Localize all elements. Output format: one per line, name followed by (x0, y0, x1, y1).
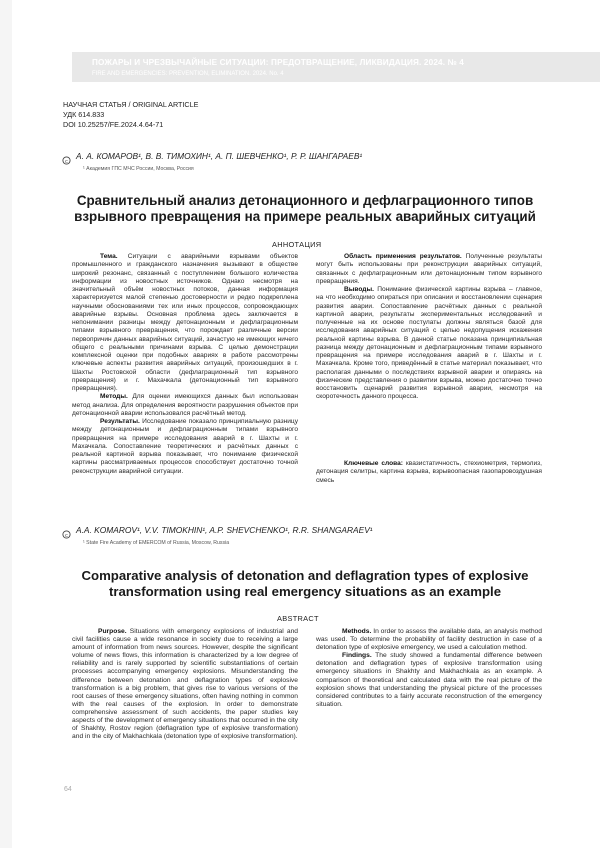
keywords-label: Ключевые слова: (344, 460, 403, 467)
article-type: НАУЧНАЯ СТАТЬЯ / ORIGINAL ARTICLE (63, 100, 199, 109)
abstract-en-left-column (72, 628, 298, 741)
keywords-paragraph (316, 460, 542, 485)
abstract-ru-right-column (316, 253, 542, 402)
methods-en-paragraph (316, 628, 542, 652)
scope-text: Полученные результаты могут быть использованы при реконструкции аварийных ситуаций, связанных с дефлаграционным или детонационным типом взрывного превращения. (316, 253, 542, 285)
purpose-text: Situations with emergency explosions of industrial and civil facilities cause a wide resonance in society due to receiving a large amount of information from news sources. However, despite the significant volume of news flows, this information is characterized by a low degree of reliability and is rarely supported by scientific substantiations of certain processes accompanying emergency explosions. Misunderstanding the difference between detonation and deflagration types of explosive transformation is a big problem, that gives rise to various versions of the root causes of these emergency situations, often having nothing in common with the real causes of the explosion. In order to demonstrate comprehensive assessment of such accidents, the paper studies key aspects of the development of emergency situations that occurred in the city of Shakhty, Rostov region (deflagration type of explosive transformation) and in the city of Makhachkala (detonation type of explosive transformation). (72, 628, 299, 741)
methods-ru-paragraph (72, 393, 298, 418)
article-title-ru (70, 193, 540, 225)
methods-en-text: In order to assess the available data, an analysis method was used. To determine the probability of facility destruction in case of a detonation type of explosive emergency, we used a calculation method. (316, 628, 542, 652)
methods-ru-text: Для оценки имеющихся данных был использован метод анализа. Для определения вероятности разрушения объектов при детонационной аварии использовался расчётный метод. (72, 393, 298, 417)
theme-paragraph (72, 253, 298, 393)
title-en-line-1: Comparative analysis of detonation and deflagration types of explosive (81, 568, 529, 583)
journal-title-ru: ПОЖАРЫ И ЧРЕЗВЫЧАЙНЫЕ СИТУАЦИИ: ПРЕДОТВРАЩЕНИЕ, ЛИКВИДАЦИЯ. 2024. № 4 (92, 58, 464, 67)
purpose-label: Purpose. (98, 628, 127, 635)
scope-label: Область применения результатов. (344, 253, 462, 260)
theme-text: Ситуации с аварийными взрывами объектов промышленного и гражданского назначения вызывают в обществе широкий резонанс, связанный с поступлением большого количества информации из новостных источников. Однако несмотря на значительный объём новостных потоков, данная информация характеризуется малой степенью достоверности и редко подкреплена научными обоснованиями тех или иных процессов, сопровождающих аварийные взрывы. Основная проблема здесь заключается в непонимании разницы между детонационным и дефлаграционным типами взрывного превращения, что порождает различные версии первопричин данных аварийных ситуаций, зачастую не имеющих ничего общего с реальными причинами взрыва. С целью демонстрации комплексной оценки при подобных авариях в работе рассмотрены ключевые аспекты развития аварийных ситуаций, произошедших в г. Шахты Ростовской области (дефлаграционный тип взрывного превращения) и г. Махачкала (детонационный тип взрывного превращения). (72, 253, 298, 392)
open-access-icon (62, 152, 71, 170)
journal-title-en: FIRE AND EMERGENCIES: PREVENTION, ELIMINATION. 2024. No. 4 (92, 71, 284, 77)
title-en-line-2: transformation using real emergency situations as an example (108, 584, 502, 599)
abstract-ru-left-column (72, 253, 298, 476)
abstract-en-right-column (316, 628, 542, 709)
abstract-heading-ru: АННОТАЦИЯ (272, 240, 322, 249)
page-number: 64 (64, 786, 72, 793)
conclusions-text: Понимание физической картины взрыва – главное, на что необходимо опираться при описании и восстановлении сценария развития аварии. Сопоставление расчётных данных с реальной картиной аварии, результаты экспериментальных исследований и полученные на их основе постулаты должны являться базой для исследования аварийных ситуаций с целью недопущения искажения реальной картины взрыва. В данной статье показана принципиальная разница между детонационным и дефлаграционным типами взрывного превращения на примере исследования аварий в г. Шахты и г. Махачкала. Кроме того, приведённый в статье материал показывает, что располагая данными о последствиях взрывной аварии и опираясь на физические представления о развитии взрыва, можно достаточно точно восстановить сценарий развития взрывной аварии, несмотря на скоротечность данного процесса. (316, 286, 542, 401)
results-paragraph (72, 418, 298, 476)
page-margin-bar (0, 0, 12, 848)
affiliation-en: ¹ State Fire Academy of EMERCOM of Russia, Moscow, Russia (83, 540, 230, 546)
udc-code: УДК 614.833 (63, 110, 105, 119)
methods-en-label: Methods. (342, 628, 372, 635)
svg-text:c: c (65, 158, 68, 165)
open-access-icon-en (62, 526, 71, 544)
authors-en: A.A. KOMAROV¹, V.V. TIMOKHIN¹, A.P. SHEVCHENKO¹, R.R. SHANGARAEV¹ (76, 525, 373, 535)
findings-label: Findings. (342, 652, 372, 660)
scope-paragraph (316, 253, 542, 286)
keywords-block (316, 460, 542, 485)
article-title-en (70, 568, 540, 600)
title-ru-line-2: взрывного превращения на примере реальных аварийных ситуаций (74, 209, 536, 224)
theme-label: Тема. (100, 253, 118, 260)
purpose-paragraph (72, 628, 298, 741)
abstract-heading-en: ABSTRACT (277, 614, 319, 623)
results-text: Исследование показало принципиальную разницу между детонационным и дефлаграционным типами взрывного превращения на примере исследования аварий в г. Шахты и г. Махачкала. Сопоставление теоретических и расчётных данных с реальной картиной взрыва показывает, что понимание физической картины рассматриваемых процессов способствует достаточно точной реконструкции аварийной ситуации. (72, 418, 298, 475)
methods-ru-label: Методы. (100, 393, 128, 401)
svg-text:c: c (65, 532, 68, 539)
journal-header-band (72, 52, 600, 82)
conclusions-paragraph (316, 286, 542, 402)
conclusions-label: Выводы. (344, 286, 374, 293)
authors-ru: А. А. КОМАРОВ¹, В. В. ТИМОХИН¹, А. П. ШЕВЧЕНКО¹, Р. Р. ШАНГАРАЕВ¹ (76, 151, 363, 161)
findings-paragraph (316, 652, 542, 709)
keywords-text: квазистатичность, стехиометрия, термолиз, детонация селитры, картина взрыва, взрывоопасная газопаровоздушная смесь (316, 460, 542, 484)
findings-text: The study showed a fundamental difference between detonation and deflagration types of explosive transformation using emergency situations in Shakhty and Makhachkala as an example. A comparison of theoretical and calculated data with the real picture of the explosion shows that understanding the physical picture of the processes considered contributes to a fairly accurate reconstruction of the emergency situation. (316, 652, 542, 708)
title-ru-line-1: Сравнительный анализ детонационного и дефлаграционного типов (76, 193, 534, 208)
results-label: Результаты. (100, 418, 140, 425)
affiliation-ru: ¹ Академия ГПС МЧС России, Москва, Россия (83, 166, 194, 172)
doi: DOI 10.25257/FE.2024.4.64-71 (63, 120, 164, 129)
